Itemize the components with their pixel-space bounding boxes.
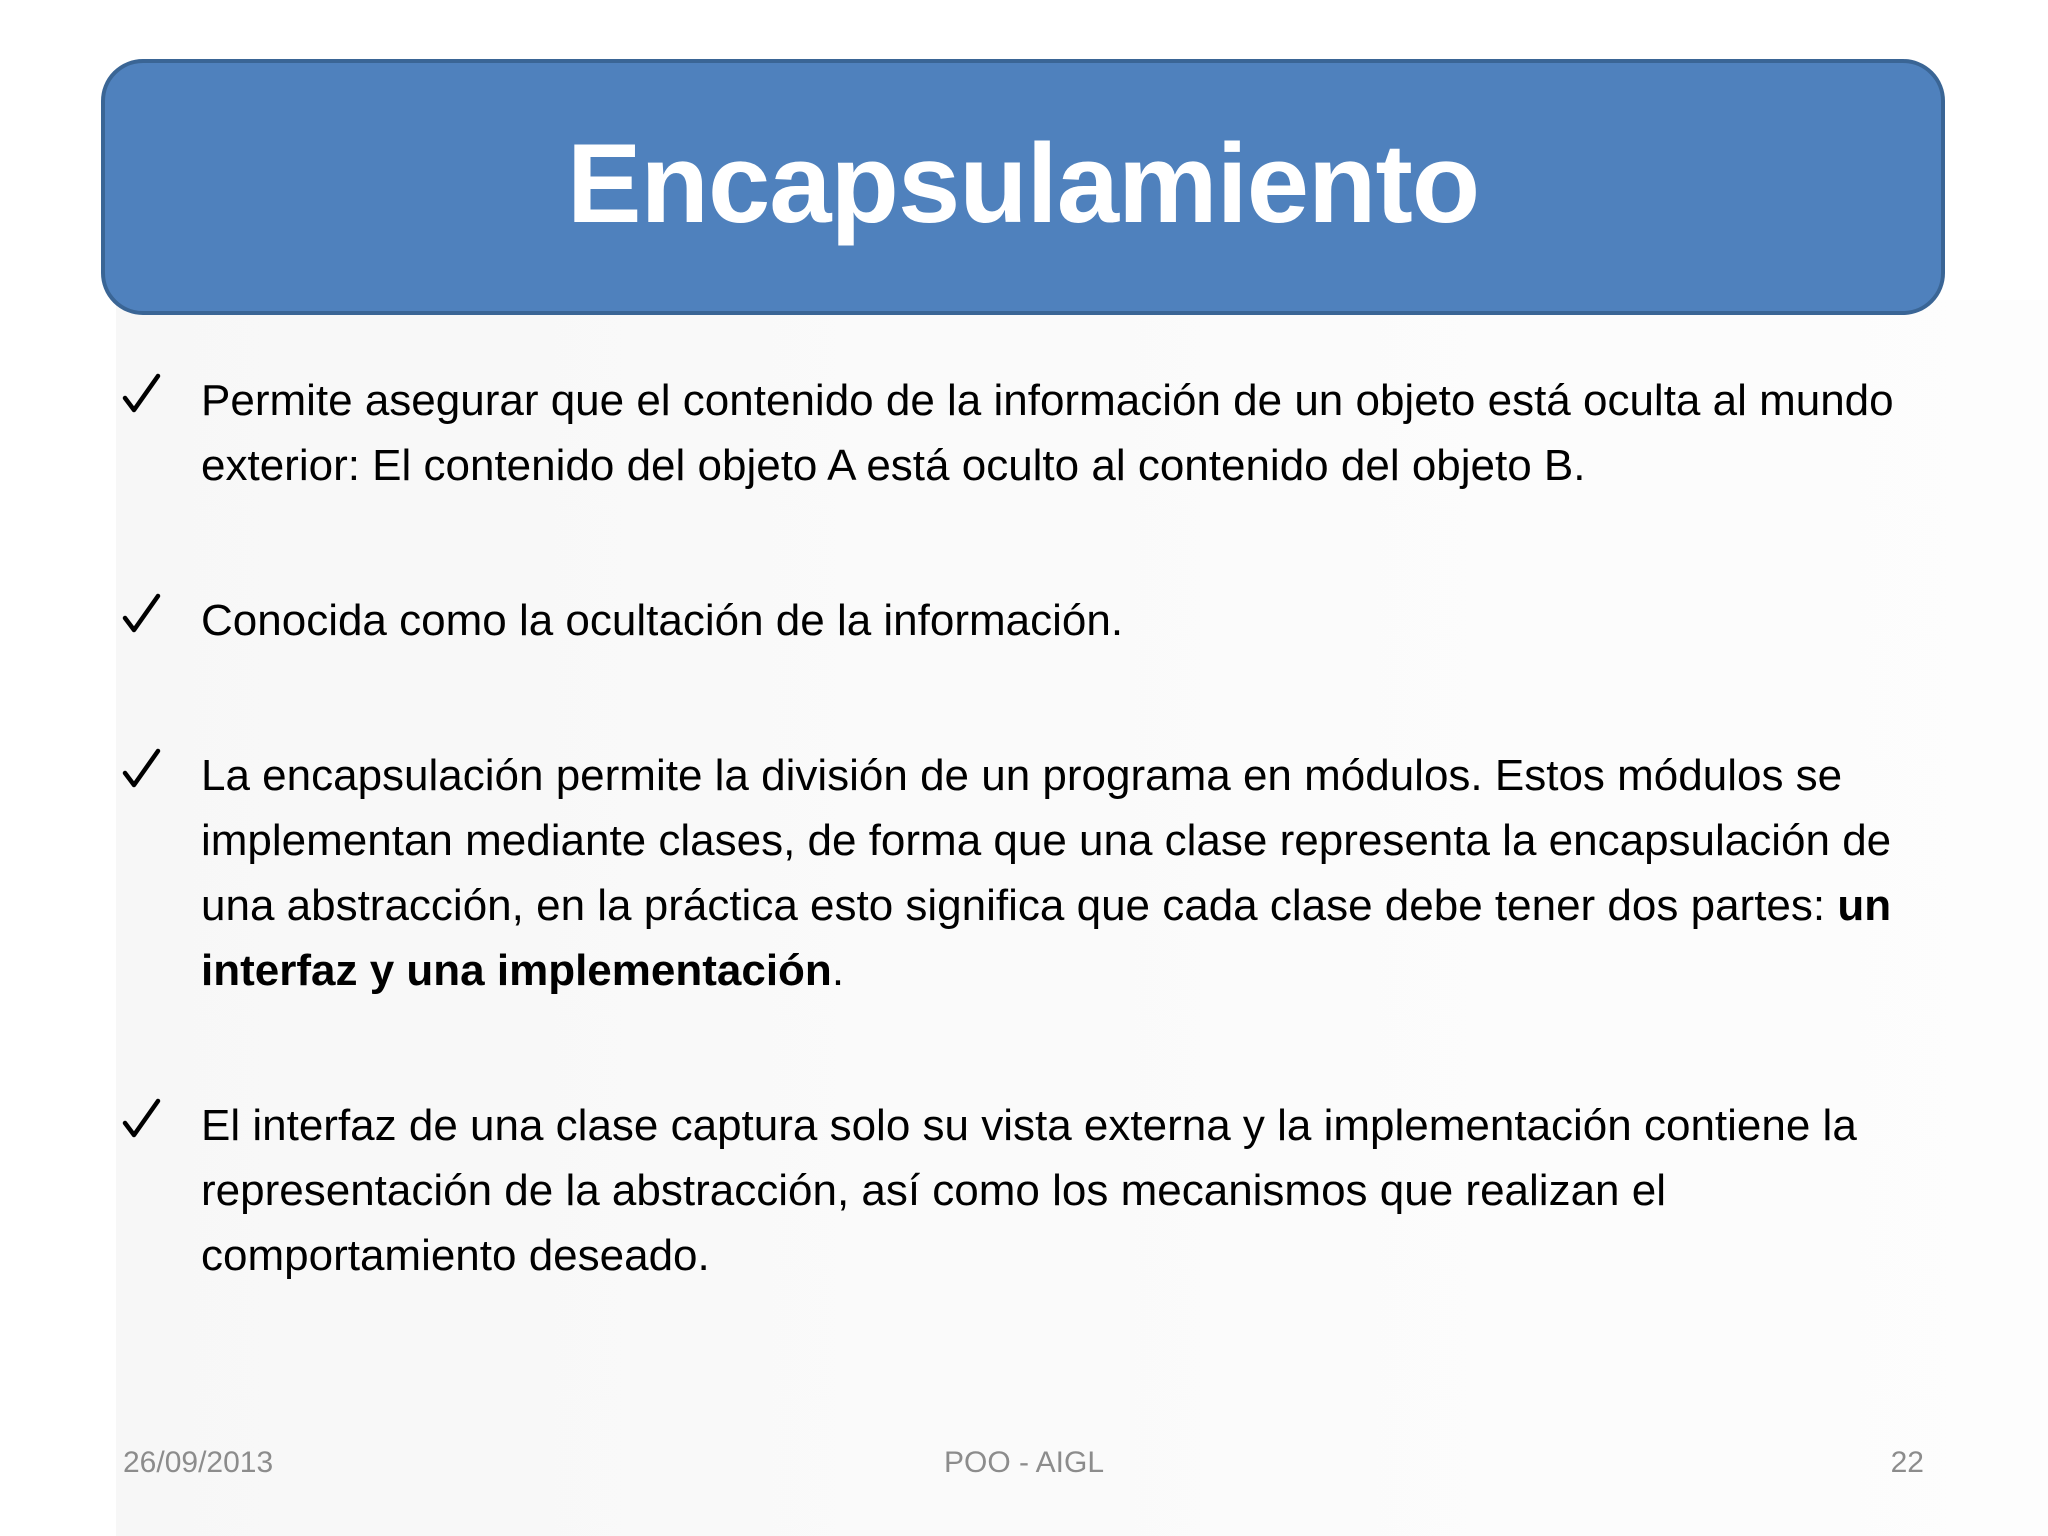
bullet-item bbox=[122, 588, 1922, 653]
checkmark-icon bbox=[122, 592, 162, 636]
checkmark-icon bbox=[122, 1097, 162, 1141]
footer-title: POO - AIGL bbox=[943, 1446, 1105, 1479]
bullet-text-bold: un interfaz y una implementación bbox=[201, 881, 1892, 995]
checkmark-icon bbox=[122, 747, 162, 791]
bullet-item bbox=[122, 1093, 1922, 1288]
bullet-text-part: . bbox=[831, 946, 845, 995]
title-banner bbox=[101, 59, 1945, 315]
bullet-item bbox=[122, 368, 1922, 498]
footer-date: 26/09/2013 bbox=[123, 1446, 274, 1479]
bullet-text: Conocida como la ocultación de la información. bbox=[201, 596, 1124, 645]
checkmark-icon bbox=[122, 372, 162, 416]
bullet-list bbox=[122, 368, 1922, 1288]
bullet-text: El interfaz de una clase captura solo su vista externa y la implementación contiene la representación de la abstracción, así como los mecanismos que realizan el comportamiento deseado. bbox=[201, 1101, 1857, 1280]
slide-title: Encapsulamiento bbox=[566, 120, 1480, 246]
page-number: 22 bbox=[1890, 1446, 1924, 1479]
bullet-text-part: La encapsulación permite la división de un programa en módulos. Estos módulos se implementan mediante clases, de forma que una clase representa la encapsulación de una abstracción, en la práctica esto significa que cada clase debe tener dos partes: bbox=[201, 751, 1892, 930]
bullet-item bbox=[122, 743, 1922, 1003]
bullet-text: Permite asegurar que el contenido de la información de un objeto está oculta al mundo exterior: El contenido del objeto A está oculto al contenido del objeto B. bbox=[201, 376, 1894, 490]
